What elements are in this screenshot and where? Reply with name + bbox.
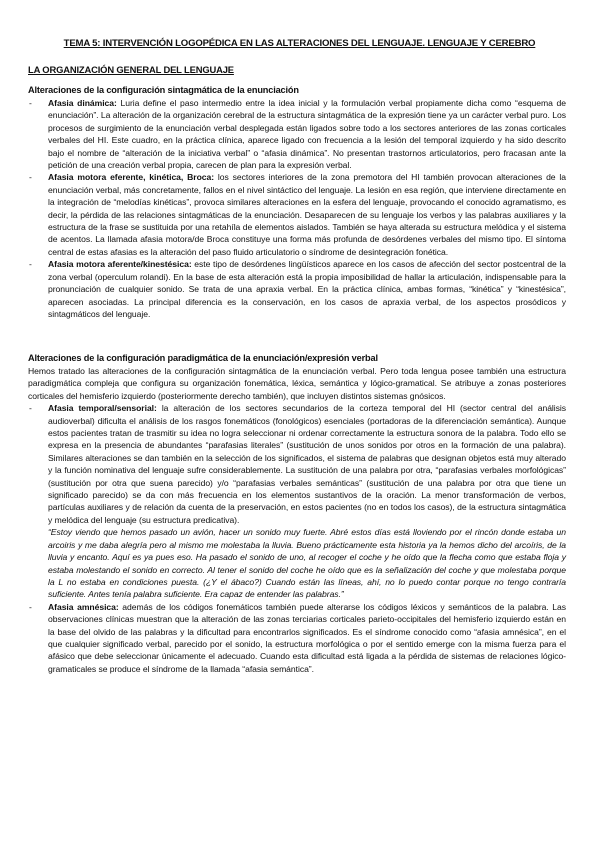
text-afasia-motora-eferente: los sectores interiores de la zona premotora del HI también provocan alteraciones de la enunciación verbal, más concretamente, fallos en el nivel sintáctico del lenguaje. La lesión en esa región, que interviene directamente en la integración de “melodías kinéticas”, provoca similares alteraciones en la esfera del lenguaje, provocando el conocido agramatismo, es decir, la pérdida de las relaciones sintagmáticas de la enunciación. Desaparecen de su lenguaje los verbos y las palabras auxiliares y la estructura de la frase se sustituida por una retahíla de elementos aislados. También se haya alterada su estructura melódica y el sistema de acentos. La llamada afasia motora/de Broca constituye una forma más profunda de desórdenes verbales del mismo tipo. El síntoma central de estas afasias es la alteración del paso fluido articulatorio o síndrome de desintegración fonética. <box>48 172 566 257</box>
list-item-afasia-motora-aferente <box>28 258 566 320</box>
list-item-afasia-motora-eferente <box>28 171 566 258</box>
paradigmatic-intro: Hemos tratado las alteraciones de la configuración sintagmática de la enunciación verbal. Pero toda lengua posee también una estructura paradigmática compleja que configura su organización fonemática, léxica, semántica y lógico-gramatical. Se atribuye a zonas posteriores corticales del hemisferio izquierdo (posteriormente derecho también), que incluyen distintos sistemas gnósicos. <box>28 366 566 401</box>
list-item-afasia-dinamica <box>28 97 566 171</box>
term-afasia-dinamica: Afasia dinámica: <box>48 98 117 108</box>
text-afasia-temporal: la alteración de los sectores secundarios de la corteza temporal del HI (sector central del análisis audioverbal) dificulta el análisis de los rasgos fonemáticos (fonológicos) esenciales (portadoras de la diferenciación semántica). Aunque estos pacientes tratan de trasmitir su idea no logra seleccionar ni ordenar correctamente la estructura sonora de la palabra. Todo ello se expresa en la presencia de abundantes “parafasias literales” (sustitución de unos sonidos por otros en la formación de una palabra). Similares alteraciones se dan también en la selección de los significados, el sistema de palabras que designan objetos está muy alterado y la función nominativa del lenguaje sufre considerablemente. La sustitución de una palabra por otra, “parafasias verbales morfológicas” (sustitución por otra que suena parecido) y/o “parafasias verbales semánticas” (sustitución de una palabra por otra que tiene un significado parecido) se da con más frecuencia en los elementos sustantivos de la oración. La menor transformación de verbos, partículas auxiliares y de relación da cuenta de la preservación, en estos pacientes (no en todos los casos), de la estructura sintagmática y melódica del lenguaje (su estructura predicativa). <box>48 403 566 525</box>
bullet-dash: - <box>29 601 32 612</box>
list-item-afasia-amnesica <box>28 601 566 675</box>
bullet-dash: - <box>29 172 32 183</box>
document-title: TEMA 5: INTERVENCIÓN LOGOPÉDICA EN LAS ALTERACIONES DEL LENGUAJE. LENGUAJE Y CEREBRO <box>63 38 536 49</box>
bullet-dash: - <box>29 259 32 270</box>
bullet-dash: - <box>29 403 32 414</box>
term-afasia-amnesica: Afasia amnésica: <box>48 601 119 612</box>
subsection-heading-paradigmatic: Alteraciones de la configuración paradigmática de la enunciación/expresión verbal <box>28 353 378 363</box>
bullet-dash: - <box>29 98 32 108</box>
patient-quote: “Estoy viendo que hemos pasado un avión, hacer un sonido muy fuerte. Abré estos días está lloviendo por el rincón donde estaba un arcoiris y me daba alegría pero al mismo me molestaba la lluvia. Bueno prácticamente esta historia ya la hemos dicho del arcoíris, de la lluvia y encanto. Aquí es ya pues eso. Ha pasado el sonido de uno, al recoger el coche y he oído que la flecha como que estaba floja y estaba molestando el sonido en correcto. Al tener el sonido del coche he oído que es la señalización del coche y que molestaba porque la L no estaba en condiciones puesta. (¿Y el ábaco?) Cuando están las líneas, ahí, no lo puedo contar porque no tengo contraría suficiente. Antes tenía palabra suficiente. Era capaz de entender las palabras.” <box>48 527 566 600</box>
paradigmatic-list <box>28 402 566 675</box>
text-afasia-motora-aferente: este tipo de desórdenes lingüísticos aparece en los casos de afección del sector postcentral de la zona verbal (operculum rolandi). En la base de esta alteración está la propia imposibilidad de hallar la articulación, indispensable para la pronunciación de cualquier sonido. Se trata de una apraxia verbal. En la práctica clínica, ambas formas, “kinética” y “kinestésica”, aparecen asociadas. La principal diferencia es la conservación, en los casos de apraxia verbal, de los aspectos prosódicos y sintagmáticos del lenguaje. <box>48 259 566 319</box>
subsection-heading-syntagmatic: Alteraciones de la configuración sintagmática de la enunciación <box>28 85 299 95</box>
text-afasia-dinamica: Luria define el paso intermedio entre la idea inicial y la formulación verbal propiamente dicha como “esquema de enunciación”. La alteración de la organización cerebral de la estructura sintagmática de la expresión tiene ya un carácter verbal puro. Los procesos de surgimiento de la enunciación verbal desplegada están ligados sobre todo a los sectores anteriores de las zonas corticales verbales del HI. Este cuadro, en la práctica clínica, aparece ligado con frecuencia a la lesión del temporal izquierdo y ha sido descrito bajo el nombre de “alteración de la iniciativa verbal” o “afasia dinámica”. No presentan trastornos articulatorios, pero fracasan ante la petición de una creación verbal propia, carecen de plan para la expresión verbal. <box>48 98 566 171</box>
term-afasia-motora-aferente: Afasia motora aferente/kinestésica: <box>48 259 192 270</box>
term-afasia-motora-eferente: Afasia motora eferente, kinética, Broca: <box>48 172 215 183</box>
paradigmatic-container <box>28 365 566 675</box>
section-heading: LA ORGANIZACIÓN GENERAL DEL LENGUAJE <box>28 64 234 75</box>
text-afasia-amnesica: además de los códigos fonemáticos también puede alterarse los códigos léxicos y semánticos de la palabra. Las observaciones clínicas muestran que la alteración de las zonas terciarias corticales parieto-occipitales del hemisferio izquierdo están en la base del olvido de las palabras y la dificultad para encontrarlos significados. Es el síndrome conocido como “afasia amnésica”, en el que cualquier significado verbal, parecido por el sonido, la estructura morfológica o por el sentido emerge con la misma fuerza para el afásico que debe seleccionar únicamente el adecuado. Cuando esta dificultad está ligada a la pérdida de sistemas de relaciones lógico-gramaticales se produce el síndrome de la llamada “afasia semántica”. <box>48 601 566 674</box>
list-item-afasia-temporal <box>28 402 566 601</box>
syntagmatic-list-container <box>28 97 566 320</box>
syntagmatic-list <box>28 97 566 320</box>
term-afasia-temporal: Afasia temporal/sensorial: <box>48 403 157 414</box>
